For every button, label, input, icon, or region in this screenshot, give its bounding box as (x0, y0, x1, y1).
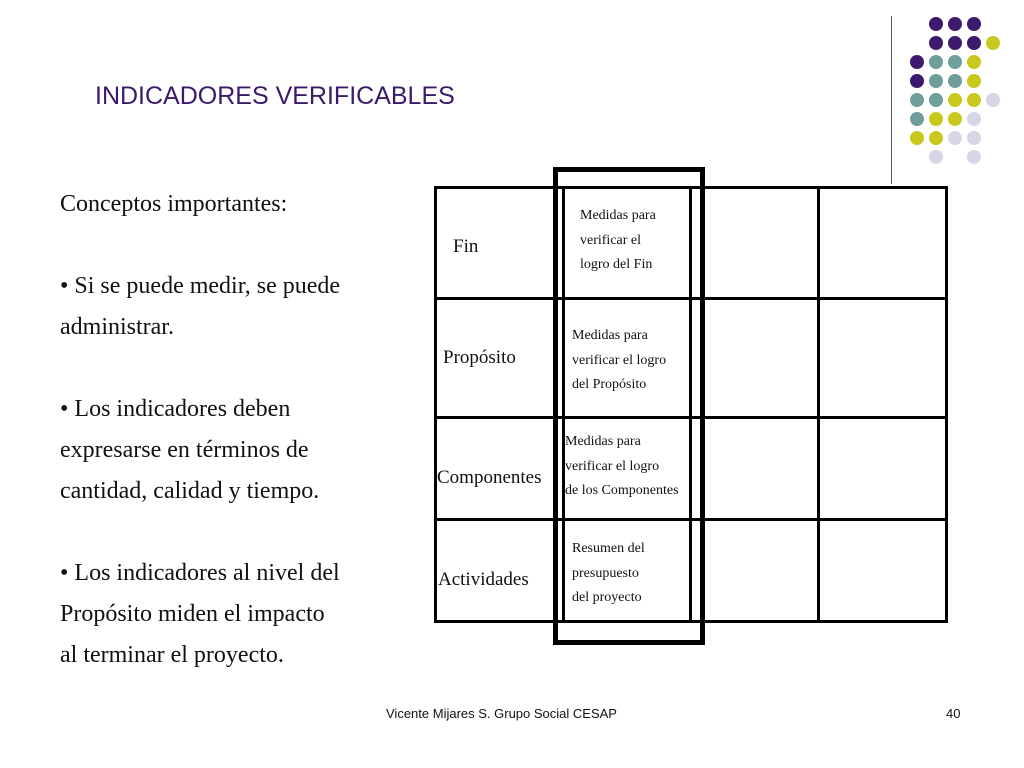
decorative-dot (929, 17, 943, 31)
matrix-vline (945, 186, 948, 623)
body-line: • Los indicadores al nivel del (60, 560, 340, 586)
row-label-proposito: Propósito (443, 347, 516, 368)
decorative-dot (986, 93, 1000, 107)
indicator-line: presupuesto (572, 565, 639, 581)
decorative-dot (910, 93, 924, 107)
indicator-line: del proyecto (572, 590, 642, 605)
indicator-line: Medidas para (572, 328, 648, 343)
body-line: expresarse en términos de (60, 437, 309, 463)
body-line: al terminar el proyecto. (60, 642, 284, 668)
decorative-dot (967, 112, 981, 126)
decorative-dot (967, 150, 981, 164)
decorative-dot (948, 112, 962, 126)
indicator-cell-proposito (572, 324, 666, 398)
decorative-dot (967, 93, 981, 107)
slide-title: INDICADORES VERIFICABLES (95, 82, 455, 110)
decorative-dot (948, 93, 962, 107)
indicator-cell-actividades (572, 537, 645, 611)
decorative-dot (967, 36, 981, 50)
decorative-dot (967, 55, 981, 69)
row-label-fin: Fin (453, 236, 479, 257)
decorative-dot (967, 74, 981, 88)
indicator-line: logro del Fin (580, 257, 653, 272)
decorative-dot (929, 93, 943, 107)
body-line: Conceptos importantes: (60, 191, 288, 217)
decorative-dot (910, 74, 924, 88)
body-line (60, 512, 405, 553)
row-label-actividades: Actividades (438, 569, 529, 590)
footer-author: Vicente Mijares S. Grupo Social CESAP (386, 706, 617, 721)
indicator-line: de los Componentes (565, 483, 679, 498)
indicator-cell-componentes (565, 430, 679, 504)
decorative-dot (910, 131, 924, 145)
indicator-line: verificar el logro (565, 458, 660, 474)
decorative-dot (929, 36, 943, 50)
decorative-dot (948, 131, 962, 145)
decorative-dot (967, 131, 981, 145)
body-line: • Si se puede medir, se puede (60, 273, 341, 299)
body-line: cantidad, calidad y tiempo. (60, 478, 320, 504)
row-label-componentes: Componentes (437, 467, 542, 488)
indicator-cell-fin (580, 204, 656, 278)
decorative-dot (948, 74, 962, 88)
matrix-vline (434, 186, 437, 623)
decorative-dot (948, 55, 962, 69)
body-text (60, 184, 405, 676)
decorative-dot (929, 112, 943, 126)
decorative-dot (929, 55, 943, 69)
body-line (60, 348, 405, 389)
indicator-line: verificar el logro (572, 352, 667, 368)
footer-page-number: 40 (946, 706, 961, 721)
decorative-dot (967, 17, 981, 31)
decorative-dot (948, 17, 962, 31)
body-line: administrar. (60, 314, 174, 340)
body-line (60, 225, 405, 266)
indicator-line: del Propósito (572, 377, 647, 392)
decorative-dot (948, 36, 962, 50)
indicator-line: Medidas para (580, 208, 656, 223)
decorative-dot (910, 112, 924, 126)
decorative-dot (929, 74, 943, 88)
decorative-dot (910, 55, 924, 69)
body-line: • Los indicadores deben (60, 396, 291, 422)
decorative-vertical-line (891, 16, 892, 184)
decorative-dot (986, 36, 1000, 50)
indicator-line: verificar el (580, 232, 642, 248)
indicator-line: Resumen del (572, 541, 645, 556)
body-line: Propósito miden el impacto (60, 601, 325, 627)
indicator-line: Medidas para (565, 434, 641, 449)
decorative-dot (929, 131, 943, 145)
decorative-dot (929, 150, 943, 164)
matrix-vline (817, 186, 820, 623)
